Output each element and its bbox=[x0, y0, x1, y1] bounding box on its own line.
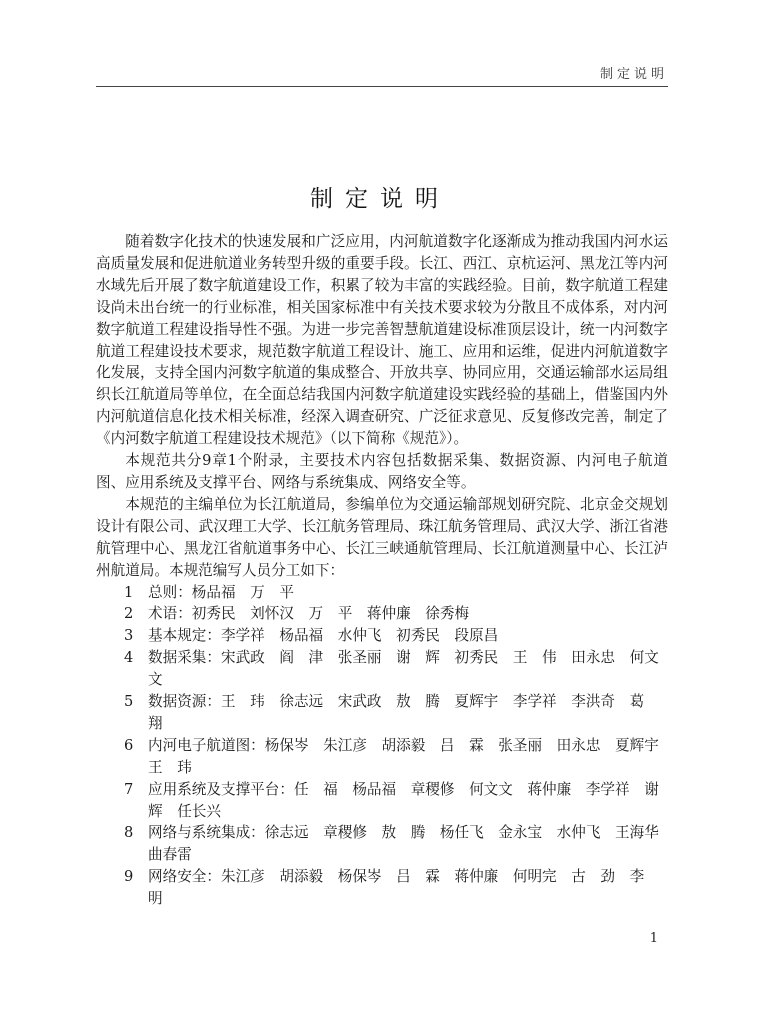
item-text: 数据资源：王 玮 徐志远 宋武政 敖 腾 夏辉宇 李学祥 李洪奇 葛 翔 bbox=[148, 693, 659, 732]
header-rule bbox=[96, 86, 668, 87]
paragraph-background: 随着数字化技术的快速发展和广泛应用，内河航道数字化逐渐成为推动我国内河水运高质量发展和促进航道业务转型升级的重要手段。长江、西江、京杭运河、黑龙江等内河水域先后开展了数字航道建设工作，积累了较为丰富的实践经验。目前，数字航道工程建设尚未出台统一的行业标准，相关国家标准中有关技术要求较为分散且不成体系，对内河数字航道工程建设指导性不强。为进一步完善智慧航道建设标准顶层设计，统一内河数字航道工程建设技术要求，规范数字航道工程设计、施工、应用和运维，促进内河航道数字化发展，支持全国内河数字航道的集成整合、开放共享、协同应用，交通运输部水运局组织长江航道局等单位，在全面总结我国内河数字航道建设实践经验的基础上，借鉴国内外内河航道信息化技术相关标准，经深入调查研究、广泛征求意见、反复修改完善，制定了《内河数字航道工程建设技术规范》（以下简称《规范》）。 bbox=[96, 233, 668, 448]
running-header: 制定说明 bbox=[599, 67, 668, 82]
item-text: 应用系统及支撑平台：任 福 杨品福 章稷修 何文文 蒋仲廉 李学祥 谢 辉 任长兴 bbox=[148, 780, 674, 820]
paragraph-units: 本规范的主编单位为长江航道局，参编单位为交通运输部规划研究院、北京金交规划设计有限公司、武汉理工大学、长江航务管理局、珠江航务管理局、武汉大学、浙江省港航管理中心、黑龙江省航道事务中心、长江三峡通航管理局、长江航道测量中心、长江泸州航道局。本规范编写人员分工如下： bbox=[96, 495, 668, 579]
item-text: 内河电子航道图：杨保岑 朱江彦 胡添毅 吕 霖 张圣丽 田永忠 夏辉宇 王 玮 bbox=[148, 736, 674, 776]
item-number: 1 bbox=[124, 583, 134, 601]
list-item bbox=[96, 582, 668, 604]
list-item bbox=[96, 691, 668, 735]
list-item bbox=[96, 735, 674, 779]
item-text: 网络安全：朱江彦 胡添毅 杨保岑 吕 霖 蒋仲廉 何明完 古 劲 李 明 bbox=[148, 868, 659, 908]
list-item bbox=[96, 779, 674, 823]
item-text: 数据采集：宋武政 阎 津 张圣丽 谢 辉 初秀民 王 伟 田永忠 何文文 bbox=[148, 649, 659, 689]
item-text: 总则：杨品福 万 平 bbox=[148, 583, 294, 601]
list-item bbox=[96, 822, 674, 866]
page-number: 1 bbox=[649, 931, 658, 946]
item-number: 9 bbox=[124, 868, 134, 886]
item-number: 4 bbox=[124, 649, 134, 667]
list-item bbox=[96, 647, 668, 691]
item-text: 网络与系统集成：徐志远 章稷修 敖 腾 杨任飞 金永宝 水仲飞 王海华 曲春雷 bbox=[148, 824, 674, 864]
item-number: 2 bbox=[124, 605, 134, 623]
document-body bbox=[96, 231, 674, 910]
item-text: 基本规定：李学祥 杨品福 水仲飞 初秀民 段原昌 bbox=[148, 627, 499, 645]
list-item bbox=[96, 625, 668, 647]
item-number: 3 bbox=[124, 627, 134, 645]
paragraph-contents: 本规范共分9章1个附录，主要技术内容包括数据采集、数据资源、内河电子航道图、应用系统及支撑平台、网络与系统集成、网络安全等。 bbox=[96, 452, 668, 491]
item-number: 7 bbox=[124, 780, 134, 798]
list-item bbox=[96, 603, 668, 625]
item-text: 术语：初秀民 刘怀汉 万 平 蒋仲廉 徐秀梅 bbox=[148, 605, 470, 623]
item-number: 6 bbox=[124, 736, 134, 754]
page-title: 制定说明 bbox=[310, 186, 450, 212]
list-item bbox=[96, 866, 668, 910]
staff-list bbox=[96, 582, 674, 911]
item-number: 8 bbox=[124, 824, 134, 842]
item-number: 5 bbox=[124, 693, 134, 711]
